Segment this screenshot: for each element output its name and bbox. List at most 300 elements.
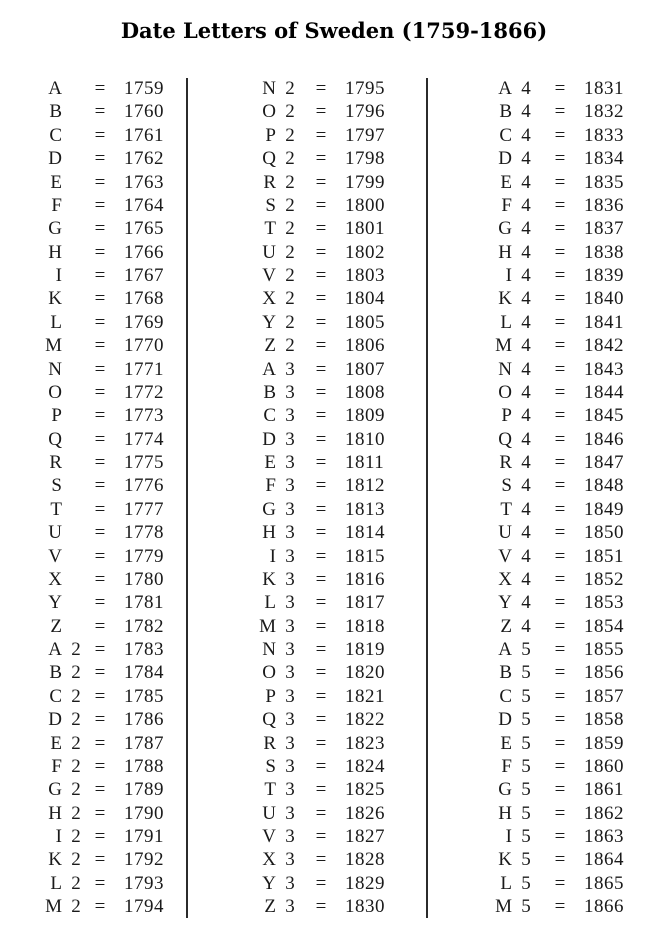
year-value: 1771 bbox=[124, 358, 164, 380]
cycle-number: 4 bbox=[521, 311, 531, 333]
year-value: 1843 bbox=[584, 358, 624, 380]
year-value: 1804 bbox=[345, 288, 385, 310]
cycle-number: 3 bbox=[285, 405, 295, 427]
cycle-number: 2 bbox=[285, 78, 295, 99]
date-letter: M bbox=[495, 896, 512, 918]
year-value: 1766 bbox=[124, 241, 164, 263]
date-letter: U bbox=[498, 522, 512, 544]
cycle-number: 2 bbox=[285, 335, 295, 357]
cycle-number: 4 bbox=[521, 101, 531, 123]
equals-sign: = bbox=[554, 662, 566, 684]
equals-sign: = bbox=[94, 545, 106, 567]
date-letter: B bbox=[49, 662, 62, 684]
year-value: 1826 bbox=[345, 802, 385, 824]
cycle-number: 5 bbox=[521, 826, 531, 847]
equals-sign: = bbox=[554, 896, 566, 918]
date-letter: B bbox=[499, 662, 512, 684]
equals-sign: = bbox=[94, 358, 106, 380]
equals-sign: = bbox=[94, 685, 106, 707]
equals-sign: = bbox=[94, 171, 106, 193]
year-value: 1816 bbox=[345, 568, 385, 590]
year-value: 1772 bbox=[124, 381, 164, 403]
cycle-number: 3 bbox=[285, 662, 295, 684]
equals-sign: = bbox=[94, 475, 106, 497]
cycle-number: 5 bbox=[521, 662, 531, 684]
cycle-number: 4 bbox=[521, 124, 531, 146]
equals-sign: = bbox=[554, 311, 566, 333]
date-letter: K bbox=[262, 568, 276, 590]
date-letter: A bbox=[262, 358, 276, 380]
year-value: 1805 bbox=[345, 311, 385, 333]
date-letter: C bbox=[49, 685, 62, 707]
year-value: 1791 bbox=[124, 826, 164, 847]
year-value: 1781 bbox=[124, 592, 164, 614]
year-value: 1811 bbox=[345, 452, 385, 473]
date-letter: D bbox=[498, 148, 512, 170]
equals-sign: = bbox=[94, 194, 106, 216]
date-letter: N bbox=[262, 639, 276, 660]
year-value: 1794 bbox=[124, 896, 164, 918]
date-letter: H bbox=[48, 241, 62, 263]
year-value: 1836 bbox=[584, 194, 624, 216]
year-value: 1778 bbox=[124, 522, 164, 544]
equals-sign: = bbox=[554, 124, 566, 146]
date-letter: Y bbox=[498, 592, 512, 614]
equals-sign: = bbox=[94, 218, 106, 240]
date-letter: D bbox=[48, 709, 62, 731]
equals-sign: = bbox=[315, 288, 327, 310]
year-value: 1840 bbox=[584, 288, 624, 310]
equals-sign: = bbox=[554, 241, 566, 263]
year-value: 1858 bbox=[584, 709, 624, 731]
cycle-number: 4 bbox=[521, 568, 531, 590]
date-letter: Y bbox=[262, 872, 276, 894]
date-letter: Z bbox=[500, 615, 512, 637]
cycle-number: 3 bbox=[285, 732, 295, 754]
date-letter: E bbox=[264, 452, 276, 473]
equals-sign: = bbox=[94, 872, 106, 894]
equals-sign: = bbox=[94, 779, 106, 801]
date-letter: F bbox=[51, 755, 62, 777]
cycle-number: 4 bbox=[521, 288, 531, 310]
cycle-number: 5 bbox=[521, 779, 531, 801]
year-value: 1828 bbox=[345, 849, 385, 871]
date-letter: X bbox=[262, 849, 276, 871]
cycle-number: 3 bbox=[285, 522, 295, 544]
cycle-number: 4 bbox=[521, 194, 531, 216]
date-letter: T bbox=[264, 218, 276, 240]
equals-sign: = bbox=[554, 522, 566, 544]
date-letter: G bbox=[48, 218, 62, 240]
equals-sign: = bbox=[554, 265, 566, 286]
cycle-number: 4 bbox=[521, 615, 531, 637]
cycle-number: 4 bbox=[521, 78, 531, 99]
date-letter: M bbox=[45, 896, 62, 918]
cycle-number: 4 bbox=[521, 218, 531, 240]
cycle-number: 3 bbox=[285, 615, 295, 637]
date-letter: I bbox=[55, 826, 62, 847]
cycle-number: 2 bbox=[71, 709, 81, 731]
date-letter: M bbox=[45, 335, 62, 357]
date-letter: E bbox=[50, 732, 62, 754]
equals-sign: = bbox=[554, 709, 566, 731]
date-letter: F bbox=[501, 755, 512, 777]
equals-sign: = bbox=[94, 78, 106, 99]
equals-sign: = bbox=[315, 241, 327, 263]
cycle-number: 3 bbox=[285, 358, 295, 380]
date-letter: K bbox=[498, 288, 512, 310]
year-value: 1822 bbox=[345, 709, 385, 731]
equals-sign: = bbox=[94, 428, 106, 450]
date-letter: G bbox=[498, 218, 512, 240]
year-value: 1774 bbox=[124, 428, 164, 450]
year-value: 1861 bbox=[584, 779, 624, 801]
cycle-number: 4 bbox=[521, 428, 531, 450]
cycle-number: 3 bbox=[285, 452, 295, 473]
year-value: 1821 bbox=[345, 685, 385, 707]
equals-sign: = bbox=[94, 241, 106, 263]
equals-sign: = bbox=[315, 826, 327, 847]
date-letter: L bbox=[50, 872, 62, 894]
equals-sign: = bbox=[315, 779, 327, 801]
year-value: 1841 bbox=[584, 311, 624, 333]
cycle-number: 3 bbox=[285, 545, 295, 567]
date-letter: U bbox=[48, 522, 62, 544]
date-letter: G bbox=[48, 779, 62, 801]
equals-sign: = bbox=[554, 872, 566, 894]
cycle-number: 2 bbox=[71, 732, 81, 754]
equals-sign: = bbox=[315, 405, 327, 427]
cycle-number: 4 bbox=[521, 241, 531, 263]
year-value: 1803 bbox=[345, 265, 385, 286]
cycle-number: 5 bbox=[521, 872, 531, 894]
cycle-number: 2 bbox=[71, 755, 81, 777]
year-value: 1839 bbox=[584, 265, 624, 286]
year-value: 1850 bbox=[584, 522, 624, 544]
equals-sign: = bbox=[315, 218, 327, 240]
year-value: 1800 bbox=[345, 194, 385, 216]
date-letter: E bbox=[500, 732, 512, 754]
year-value: 1806 bbox=[345, 335, 385, 357]
date-letter: Q bbox=[262, 148, 276, 170]
year-value: 1770 bbox=[124, 335, 164, 357]
date-letter: K bbox=[48, 849, 62, 871]
cycle-number: 2 bbox=[285, 265, 295, 286]
equals-sign: = bbox=[315, 194, 327, 216]
cycle-number: 4 bbox=[521, 522, 531, 544]
year-value: 1855 bbox=[584, 639, 624, 660]
year-value: 1827 bbox=[345, 826, 385, 847]
cycle-number: 2 bbox=[71, 685, 81, 707]
cycle-number: 2 bbox=[71, 872, 81, 894]
year-value: 1817 bbox=[345, 592, 385, 614]
year-value: 1849 bbox=[584, 498, 624, 520]
cycle-number: 2 bbox=[71, 849, 81, 871]
year-value: 1764 bbox=[124, 194, 164, 216]
cycle-number: 3 bbox=[285, 428, 295, 450]
year-value: 1848 bbox=[584, 475, 624, 497]
equals-sign: = bbox=[554, 335, 566, 357]
cycle-number: 2 bbox=[71, 779, 81, 801]
year-value: 1842 bbox=[584, 335, 624, 357]
equals-sign: = bbox=[94, 452, 106, 473]
year-value: 1760 bbox=[124, 101, 164, 123]
year-value: 1863 bbox=[584, 826, 624, 847]
year-value: 1825 bbox=[345, 779, 385, 801]
date-letter: Q bbox=[262, 709, 276, 731]
year-value: 1780 bbox=[124, 568, 164, 590]
date-letter: T bbox=[264, 779, 276, 801]
cycle-number: 3 bbox=[285, 639, 295, 660]
equals-sign: = bbox=[554, 545, 566, 567]
date-letter: D bbox=[262, 428, 276, 450]
cycle-number: 4 bbox=[521, 592, 531, 614]
equals-sign: = bbox=[554, 615, 566, 637]
cycle-number: 4 bbox=[521, 358, 531, 380]
year-value: 1785 bbox=[124, 685, 164, 707]
cycle-number: 3 bbox=[285, 709, 295, 731]
equals-sign: = bbox=[554, 779, 566, 801]
equals-sign: = bbox=[554, 452, 566, 473]
cycle-number: 3 bbox=[285, 896, 295, 918]
date-letter: U bbox=[262, 241, 276, 263]
equals-sign: = bbox=[554, 194, 566, 216]
equals-sign: = bbox=[315, 265, 327, 286]
date-letter: D bbox=[48, 148, 62, 170]
equals-sign: = bbox=[94, 709, 106, 731]
year-value: 1813 bbox=[345, 498, 385, 520]
date-letter: G bbox=[262, 498, 276, 520]
year-value: 1798 bbox=[345, 148, 385, 170]
date-letter: H bbox=[262, 522, 276, 544]
equals-sign: = bbox=[554, 288, 566, 310]
equals-sign: = bbox=[94, 311, 106, 333]
year-value: 1853 bbox=[584, 592, 624, 614]
cycle-number: 5 bbox=[521, 709, 531, 731]
date-letter: C bbox=[49, 124, 62, 146]
date-letter: S bbox=[51, 475, 62, 497]
year-value: 1852 bbox=[584, 568, 624, 590]
equals-sign: = bbox=[94, 615, 106, 637]
year-value: 1829 bbox=[345, 872, 385, 894]
year-value: 1856 bbox=[584, 662, 624, 684]
cycle-number: 3 bbox=[285, 826, 295, 847]
cycle-number: 2 bbox=[285, 101, 295, 123]
equals-sign: = bbox=[94, 335, 106, 357]
year-value: 1810 bbox=[345, 428, 385, 450]
cycle-number: 4 bbox=[521, 405, 531, 427]
year-value: 1793 bbox=[124, 872, 164, 894]
year-value: 1786 bbox=[124, 709, 164, 731]
year-value: 1777 bbox=[124, 498, 164, 520]
year-value: 1832 bbox=[584, 101, 624, 123]
equals-sign: = bbox=[315, 896, 327, 918]
date-letter: I bbox=[269, 545, 276, 567]
date-letter: V bbox=[262, 826, 276, 847]
year-value: 1762 bbox=[124, 148, 164, 170]
date-letter: H bbox=[48, 802, 62, 824]
year-value: 1834 bbox=[584, 148, 624, 170]
equals-sign: = bbox=[94, 405, 106, 427]
cycle-number: 4 bbox=[521, 171, 531, 193]
cycle-number: 2 bbox=[71, 662, 81, 684]
date-letter: Y bbox=[48, 592, 62, 614]
year-value: 1864 bbox=[584, 849, 624, 871]
year-value: 1830 bbox=[345, 896, 385, 918]
date-letter: B bbox=[499, 101, 512, 123]
cycle-number: 2 bbox=[71, 896, 81, 918]
date-letter: P bbox=[51, 405, 62, 427]
year-value: 1819 bbox=[345, 639, 385, 660]
cycle-number: 3 bbox=[285, 592, 295, 614]
equals-sign: = bbox=[94, 288, 106, 310]
equals-sign: = bbox=[554, 428, 566, 450]
date-letter: I bbox=[505, 265, 512, 286]
date-letter: F bbox=[51, 194, 62, 216]
equals-sign: = bbox=[554, 639, 566, 660]
cycle-number: 2 bbox=[71, 802, 81, 824]
date-letter: S bbox=[501, 475, 512, 497]
equals-sign: = bbox=[94, 802, 106, 824]
date-letter: T bbox=[50, 498, 62, 520]
date-letter: H bbox=[498, 241, 512, 263]
year-value: 1854 bbox=[584, 615, 624, 637]
cycle-number: 2 bbox=[285, 241, 295, 263]
year-value: 1814 bbox=[345, 522, 385, 544]
equals-sign: = bbox=[315, 522, 327, 544]
equals-sign: = bbox=[554, 685, 566, 707]
cycle-number: 3 bbox=[285, 755, 295, 777]
equals-sign: = bbox=[315, 568, 327, 590]
date-letter: A bbox=[498, 639, 512, 660]
year-value: 1779 bbox=[124, 545, 164, 567]
equals-sign: = bbox=[94, 592, 106, 614]
date-letter: B bbox=[263, 381, 276, 403]
year-value: 1763 bbox=[124, 171, 164, 193]
date-letter: K bbox=[48, 288, 62, 310]
date-letter: L bbox=[500, 311, 512, 333]
equals-sign: = bbox=[315, 498, 327, 520]
equals-sign: = bbox=[315, 311, 327, 333]
cycle-number: 2 bbox=[285, 311, 295, 333]
date-letter: O bbox=[262, 662, 276, 684]
cycle-number: 3 bbox=[285, 381, 295, 403]
equals-sign: = bbox=[315, 639, 327, 660]
year-value: 1823 bbox=[345, 732, 385, 754]
date-letter: X bbox=[498, 568, 512, 590]
equals-sign: = bbox=[94, 498, 106, 520]
equals-sign: = bbox=[315, 171, 327, 193]
date-letter: T bbox=[500, 498, 512, 520]
equals-sign: = bbox=[94, 265, 106, 286]
date-letter: L bbox=[50, 311, 62, 333]
cycle-number: 3 bbox=[285, 685, 295, 707]
year-value: 1818 bbox=[345, 615, 385, 637]
equals-sign: = bbox=[315, 452, 327, 473]
date-letter: Q bbox=[48, 428, 62, 450]
year-value: 1773 bbox=[124, 405, 164, 427]
year-value: 1831 bbox=[584, 78, 624, 99]
year-value: 1838 bbox=[584, 241, 624, 263]
equals-sign: = bbox=[315, 381, 327, 403]
cycle-number: 5 bbox=[521, 685, 531, 707]
equals-sign: = bbox=[554, 732, 566, 754]
cycle-number: 2 bbox=[71, 826, 81, 847]
equals-sign: = bbox=[554, 592, 566, 614]
year-value: 1782 bbox=[124, 615, 164, 637]
date-letter: S bbox=[265, 194, 276, 216]
equals-sign: = bbox=[94, 732, 106, 754]
cycle-number: 4 bbox=[521, 265, 531, 286]
date-letter: Y bbox=[262, 311, 276, 333]
equals-sign: = bbox=[94, 755, 106, 777]
date-letter: A bbox=[498, 78, 512, 99]
year-value: 1769 bbox=[124, 311, 164, 333]
year-value: 1820 bbox=[345, 662, 385, 684]
equals-sign: = bbox=[315, 358, 327, 380]
year-value: 1801 bbox=[345, 218, 385, 240]
date-letter: C bbox=[499, 124, 512, 146]
equals-sign: = bbox=[315, 124, 327, 146]
date-letter: P bbox=[265, 124, 276, 146]
page-title: Date Letters of Sweden (1759-1866) bbox=[120, 18, 548, 43]
equals-sign: = bbox=[554, 218, 566, 240]
date-letter: N bbox=[262, 78, 276, 99]
cycle-number: 3 bbox=[285, 849, 295, 871]
date-letter: H bbox=[498, 802, 512, 824]
equals-sign: = bbox=[554, 78, 566, 99]
year-value: 1792 bbox=[124, 849, 164, 871]
date-letter: B bbox=[49, 101, 62, 123]
equals-sign: = bbox=[315, 662, 327, 684]
date-letter: C bbox=[263, 405, 276, 427]
date-letter: K bbox=[498, 849, 512, 871]
equals-sign: = bbox=[554, 405, 566, 427]
date-letter: S bbox=[265, 755, 276, 777]
equals-sign: = bbox=[94, 849, 106, 871]
equals-sign: = bbox=[554, 358, 566, 380]
date-letter: N bbox=[498, 358, 512, 380]
cycle-number: 2 bbox=[71, 639, 81, 660]
date-letter: P bbox=[501, 405, 512, 427]
year-value: 1767 bbox=[124, 265, 164, 286]
year-value: 1788 bbox=[124, 755, 164, 777]
equals-sign: = bbox=[94, 826, 106, 847]
date-letter: X bbox=[48, 568, 62, 590]
year-value: 1797 bbox=[345, 124, 385, 146]
year-value: 1845 bbox=[584, 405, 624, 427]
date-letter: V bbox=[498, 545, 512, 567]
cycle-number: 2 bbox=[285, 288, 295, 310]
year-value: 1768 bbox=[124, 288, 164, 310]
equals-sign: = bbox=[315, 148, 327, 170]
cycle-number: 5 bbox=[521, 896, 531, 918]
year-value: 1812 bbox=[345, 475, 385, 497]
date-letter: P bbox=[265, 685, 276, 707]
equals-sign: = bbox=[94, 148, 106, 170]
cycle-number: 4 bbox=[521, 498, 531, 520]
year-value: 1833 bbox=[584, 124, 624, 146]
date-letter: R bbox=[49, 452, 62, 473]
year-value: 1865 bbox=[584, 872, 624, 894]
date-letter: R bbox=[263, 732, 276, 754]
cycle-number: 3 bbox=[285, 475, 295, 497]
date-letter: A bbox=[48, 639, 62, 660]
date-letter: R bbox=[263, 171, 276, 193]
cycle-number: 2 bbox=[285, 171, 295, 193]
cycle-number: 2 bbox=[285, 148, 295, 170]
equals-sign: = bbox=[315, 545, 327, 567]
